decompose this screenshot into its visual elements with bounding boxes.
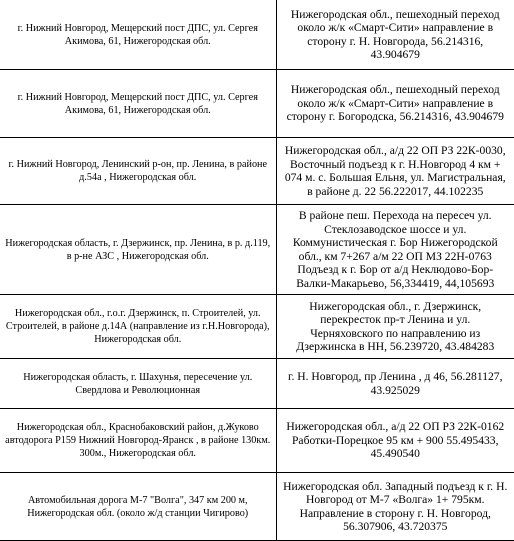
cell-text: Нижегородская обл., а/д 22 ОП РЗ 22К-0030, Восточный подъезд к г. Н.Новгород 4 км + 074 м. с. Большая Ельня, ул. Магистральная, в районе д. 22 56.222017, 44.102235 — [284, 144, 506, 198]
cell-text: Нижегородская обл., пешеходный переход около ж/к «Смарт-Сити» направление в сторону г. Богородска, 56.214316, 43.904679 — [286, 83, 504, 124]
cell-text: Нижегородская область, г. Шахунья, пересечение ул. Свердлова и Революционная — [23, 371, 253, 396]
table-cell-address — [0, 295, 276, 359]
table-row — [0, 473, 514, 541]
table-row — [0, 409, 514, 473]
cell-text: г. Нижний Новгород, Мещерский пост ДПС, ул. Сергея Акимова, 61, Нижегородская обл. — [17, 22, 258, 47]
table-cell-location — [276, 409, 514, 473]
table-cell-location — [276, 138, 514, 205]
cell-text: Нижегородская область, г. Дзержинск, пр. Ленина, в р. д.119, в р-не АЗС , Нижегородская обл. — [5, 237, 271, 262]
table-cell-address — [0, 205, 276, 295]
table-cell-address — [0, 138, 276, 205]
table-cell-location — [276, 295, 514, 359]
table-row — [0, 359, 514, 409]
table-row — [0, 138, 514, 205]
cell-text: В районе пеш. Перехода на пересеч ул. Стеклозаводское шоссе и ул. Коммунистическая г. Бор Нижегородской обл., км 7+267 а/м 22 ОП МЗ 22Н-0763 Подъезд к г. Бор от а/д Неклюдово-Бор-Валки-Макарьево, 56,334419, 44,105693 — [292, 209, 498, 290]
table-cell-address — [0, 70, 276, 138]
table-cell-location — [276, 70, 514, 138]
cell-text: Нижегородская обл., Краснобаковский район, д.Жуково автодорога Р159 Нижний Новгород-Яранск , в районе 130км. 300м., Нижегородская обл. — [5, 422, 271, 459]
table-row — [0, 70, 514, 138]
table-cell-location — [276, 0, 514, 70]
cell-text: Нижегородская обл., пешеходный переход около ж/к «Смарт-Сити» направление в сторону г. Н. Новгорода, 56.214316, 43.904679 — [290, 7, 500, 61]
cell-text: г. Н. Новгород, пр Ленина , д 46, 56.281127, 43.925029 — [288, 370, 503, 397]
table-cell-address — [0, 473, 276, 541]
cell-text: Нижегородская обл., а/д 22 ОП РЗ 22К-0162 Работки-Порецкое 95 км + 900 55.495433, 45.490540 — [286, 420, 505, 461]
table-cell-address — [0, 359, 276, 409]
table-cell-location — [276, 473, 514, 541]
table-cell-address — [0, 409, 276, 473]
table-row — [0, 295, 514, 359]
cell-text: г. Нижний Новгород, Мещерский пост ДПС, ул. Сергея Акимова, 61, Нижегородская обл. — [17, 91, 258, 116]
table-cell-location — [276, 359, 514, 409]
table-row — [0, 205, 514, 295]
table-row — [0, 0, 514, 70]
cell-text: Автомобильная дорога М-7 "Волга", 347 км 200 м, Нижегородская обл. (около ж/д станции Чигирово) — [27, 494, 249, 519]
cell-text: Нижегородская обл. Западный подъезд к г. Н. Новгород от М-7 «Волга» 1+ 795км. Направление в сторону г. Н. Новгород, 56.307906, 43.720375 — [283, 479, 508, 533]
cell-text: Нижегородская обл., г. Дзержинск, перекресток пр-т Ленина и ул. Черняховского по направлению из Дзержинска в НН, 56.239720, 43.484283 — [296, 299, 495, 353]
cell-text: г. Нижний Новгород, Ленинский р-он, пр. Ленина, в районе д.54а , Нижегородская обл. — [8, 159, 268, 183]
table-cell-location — [276, 205, 514, 295]
table-cell-address — [0, 0, 276, 70]
cell-text: Нижегородская обл., г.о.г. Дзержинск, п. Строителей, ул. Строителей, в районе д.14А (направление из г.Н.Новгорода), Нижегородская обл. — [5, 308, 270, 345]
